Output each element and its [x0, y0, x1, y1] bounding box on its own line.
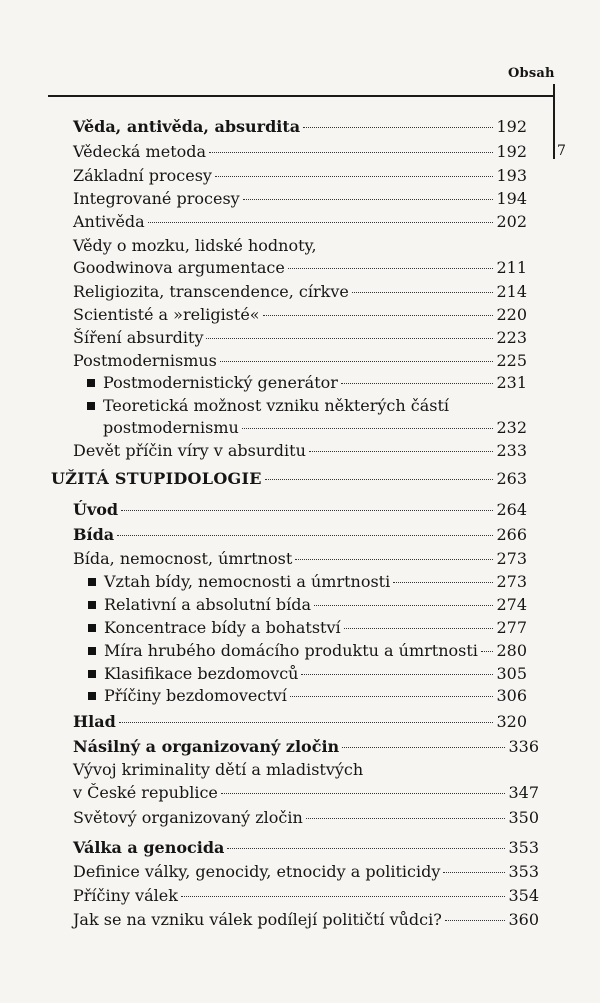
dot-leader: [309, 451, 494, 452]
toc-entry-page: 264: [496, 500, 527, 519]
toc-entry-title: Koncentrace bídy a bohatství: [104, 618, 341, 637]
toc-entry-page: 233: [496, 441, 527, 460]
toc-entry-page: 320: [496, 712, 527, 731]
toc-entry-title: Úvod: [73, 500, 119, 519]
toc-entry-page: 223: [496, 328, 527, 347]
toc-entry-page: 220: [496, 305, 527, 324]
square-bullet-icon: [88, 624, 96, 632]
toc-entry-page: 194: [496, 189, 527, 208]
toc-entry: [73, 328, 527, 348]
dot-leader: [481, 651, 494, 652]
toc-entry: [73, 282, 527, 302]
dot-leader: [148, 222, 494, 223]
square-bullet-icon: [87, 379, 95, 387]
toc-entry: [88, 686, 527, 706]
toc-entry: [73, 737, 539, 757]
running-head: Obsah: [508, 66, 555, 81]
toc-entry-title-line1: Vývoj kriminality dětí a mladistvých: [73, 760, 364, 779]
toc-entry: [73, 500, 527, 520]
square-bullet-icon: [88, 601, 96, 609]
dot-leader: [243, 199, 494, 200]
dot-leader: [295, 559, 493, 560]
toc-entry: [73, 549, 527, 569]
toc-entry-page: 306: [496, 686, 527, 705]
toc-entry: [73, 166, 527, 186]
toc-entry-title: Integrované procesy: [73, 189, 240, 208]
toc-entry-title: Vztah bídy, nemocnosti a úmrtnosti: [104, 572, 391, 591]
dot-leader: [341, 383, 494, 384]
toc-entry-page: 336: [508, 737, 539, 756]
toc-entry: [88, 572, 527, 592]
toc-entry-title: Bída: [73, 525, 115, 544]
dot-leader: [306, 818, 506, 819]
dot-leader: [181, 896, 506, 897]
dot-leader: [290, 696, 494, 697]
dot-leader: [342, 747, 505, 748]
toc-entry-title: postmodernismu: [103, 418, 239, 437]
toc-entry-title: Devět příčin víry v absurditu: [73, 441, 306, 460]
toc-entry-title: Hlad: [73, 712, 116, 731]
toc-entry-page: 274: [496, 595, 527, 614]
toc-entry-page: 360: [508, 910, 539, 929]
toc-entry-title: Antivěda: [73, 212, 145, 231]
square-bullet-icon: [88, 578, 96, 586]
toc-entry-page: 225: [496, 351, 527, 370]
dot-leader: [242, 428, 494, 429]
toc-entry: [73, 441, 527, 461]
toc-entry-title: Postmodernismus: [73, 351, 217, 370]
square-bullet-icon: [88, 692, 96, 700]
toc-entry-page: 305: [496, 664, 527, 683]
toc-entry-title: Relativní a absolutní bída: [104, 595, 312, 614]
toc-entry: [73, 910, 539, 930]
page-number: 7: [557, 143, 566, 159]
toc-entry: [88, 618, 527, 638]
toc-entry-title: Goodwinova argumentace: [73, 258, 285, 277]
toc-entry-page: 273: [496, 549, 527, 568]
toc-entry-page: 273: [496, 572, 527, 591]
toc-entry-title: Vědecká metoda: [73, 142, 207, 161]
toc-entry: [73, 258, 527, 278]
toc-entry-page: 266: [496, 525, 527, 544]
toc-entry-page: 263: [496, 469, 527, 488]
toc-entry-title: Postmodernistický generátor: [103, 373, 338, 392]
square-bullet-icon: [88, 670, 96, 678]
toc-entry-page: 192: [496, 117, 527, 136]
toc-entry-title: Šíření absurdity: [73, 328, 204, 347]
toc-entry-title: Základní procesy: [73, 166, 212, 185]
toc-entry-title: Příčiny válek: [73, 886, 178, 905]
toc-entry: [73, 142, 527, 162]
toc-entry: [88, 664, 527, 684]
toc-entry-title: Míra hrubého domácího produktu a úmrtnosti: [104, 641, 478, 660]
toc-entry: [73, 305, 527, 325]
toc-entry: [73, 117, 527, 137]
toc-entry-title: Klasifikace bezdomovců: [104, 664, 299, 683]
toc-entry-page: 353: [508, 862, 539, 881]
dot-leader: [352, 292, 494, 293]
dot-leader: [215, 176, 493, 177]
toc-entry-page: 280: [496, 641, 527, 660]
dot-leader: [263, 315, 494, 316]
toc-entry-page: 277: [496, 618, 527, 637]
toc-entry-page: 354: [508, 886, 539, 905]
toc-entry-title: Příčiny bezdomovectví: [104, 686, 287, 705]
toc-entry: [103, 418, 527, 438]
dot-leader: [119, 722, 494, 723]
toc-entry: [88, 641, 527, 661]
toc-entry-page: 214: [496, 282, 527, 301]
dot-leader: [443, 872, 505, 873]
toc-entry-title-line1: Teoretická možnost vzniku některých částí: [87, 396, 449, 416]
toc-entry: [73, 525, 527, 545]
square-bullet-icon: [88, 647, 96, 655]
toc-entry-title: Bída, nemocnost, úmrtnost: [73, 549, 293, 568]
toc-entry-page: 192: [496, 142, 527, 161]
toc-entry: [73, 212, 527, 232]
dot-leader: [301, 674, 493, 675]
dot-leader: [206, 338, 493, 339]
dot-leader: [265, 479, 494, 480]
dot-leader: [288, 268, 494, 269]
toc-entry-title: Jak se na vzniku válek podílejí političtí vůdci?: [73, 910, 442, 929]
toc-entry: [73, 886, 539, 906]
toc-entry: [73, 808, 539, 828]
dot-leader: [344, 628, 494, 629]
dot-leader: [121, 510, 493, 511]
toc-entry-title: Definice války, genocidy, etnocidy a politicidy: [73, 862, 441, 881]
toc-entry-title: Věda, antivěda, absurdita: [73, 117, 301, 136]
toc-entry: [73, 783, 539, 803]
toc-entry: [73, 189, 527, 209]
dot-leader: [227, 848, 505, 849]
toc-entry-title: v České republice: [73, 783, 218, 802]
toc-entry-page: 353: [508, 838, 539, 857]
toc-entry-page: 193: [496, 166, 527, 185]
toc-entry: [73, 862, 539, 882]
dot-leader: [209, 152, 493, 153]
toc-entry: [73, 838, 539, 858]
toc-entry-title: Scientisté a »religisté«: [73, 305, 260, 324]
dot-leader: [221, 793, 506, 794]
toc-entry: [88, 595, 527, 615]
toc-entry: [87, 373, 527, 393]
toc-entry: [73, 351, 527, 371]
toc-entry-title: UŽITÁ STUPIDOLOGIE: [51, 469, 262, 488]
dot-leader: [314, 605, 493, 606]
square-bullet-icon: [87, 402, 95, 410]
dot-leader: [393, 582, 493, 583]
toc-entry-title: Religiozita, transcendence, církve: [73, 282, 349, 301]
toc-entry-page: 211: [496, 258, 527, 277]
toc-entry-title: Světový organizovaný zločin: [73, 808, 303, 827]
toc-entry: [73, 712, 527, 732]
dot-leader: [303, 127, 493, 128]
dot-leader: [117, 535, 493, 536]
dot-leader: [445, 920, 506, 921]
toc-part-entry: [51, 469, 527, 489]
toc-entry-page: 347: [508, 783, 539, 802]
toc-entry-page: 350: [508, 808, 539, 827]
toc-entry-title: Válka a genocida: [73, 838, 225, 857]
toc-entry-page: 231: [496, 373, 527, 392]
toc-entry-title-line1: Vědy o mozku, lidské hodnoty,: [73, 236, 317, 255]
toc-entry-title: Násilný a organizovaný zločin: [73, 737, 340, 756]
dot-leader: [220, 361, 494, 362]
toc-entry-page: 202: [496, 212, 527, 231]
toc-entry-page: 232: [496, 418, 527, 437]
